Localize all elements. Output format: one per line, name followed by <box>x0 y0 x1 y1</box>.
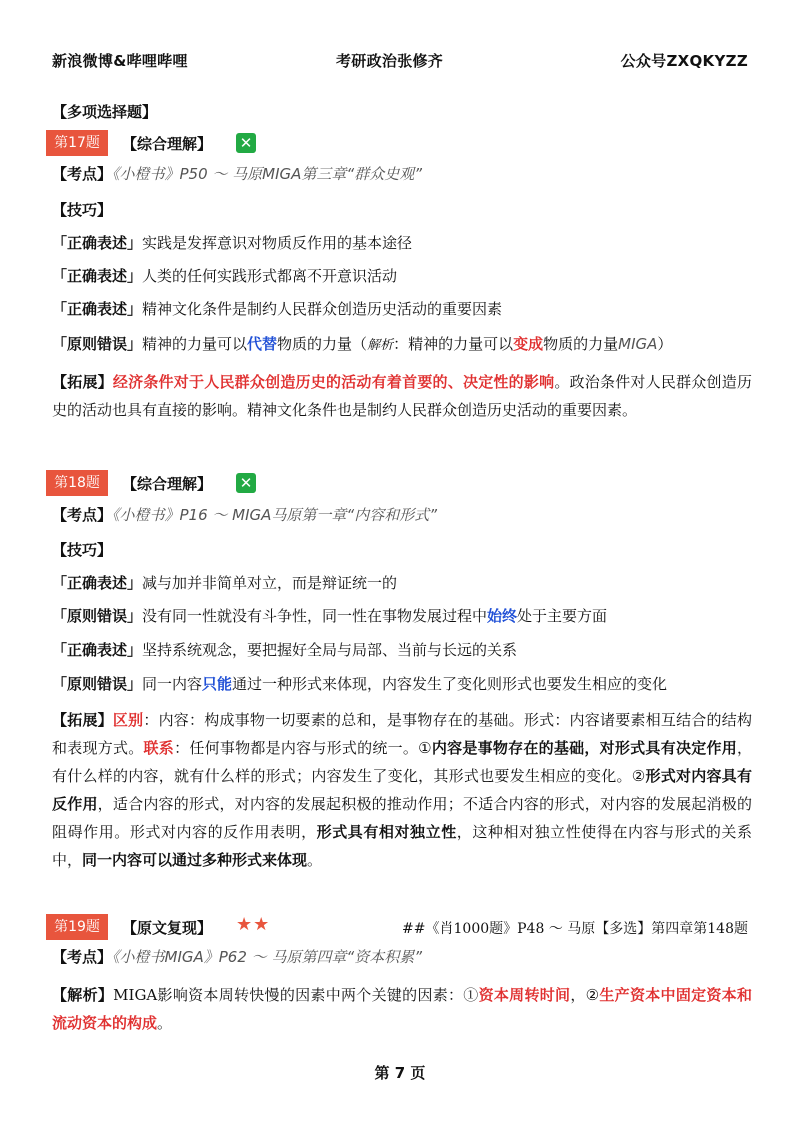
q17-s1-text: 实践是发挥意识对物质反作用的基本途径 <box>142 234 413 252</box>
q18-s2-c: 处于主要方面 <box>517 607 608 625</box>
q17-tz-highlight: 经济条件对于人民群众创造历史的活动有着首要的、决定性的影响 <box>112 373 555 391</box>
q19-kaodian-text: 《小橙书MIGA》P62 ～ 马原第四章“资本积累” <box>112 948 422 966</box>
q17-kaodian <box>52 164 422 184</box>
q19-category: 【原文复现】 <box>122 919 213 937</box>
q17-cross-icon: ✕ <box>236 133 256 153</box>
q19-kaodian <box>52 947 422 967</box>
q17-tuozhan <box>52 368 752 424</box>
q19-jiexi <box>52 981 752 1037</box>
q17-s2-label: 「正确表述」 <box>52 267 143 285</box>
q17-statement-4 <box>52 334 672 356</box>
q17-s3-label: 「正确表述」 <box>52 300 143 318</box>
q17-s4-i: ） <box>657 335 673 353</box>
q18-s4-a: 同一内容 <box>142 675 203 693</box>
q17-s4-c: 物质的力量（ <box>277 335 368 353</box>
q18-jiqiao: 【技巧】 <box>52 541 113 559</box>
q18-statement-4 <box>52 674 667 694</box>
q18-s4-label: 「原则错误」 <box>52 675 143 693</box>
q17-category: 【综合理解】 <box>122 135 213 153</box>
q18-s3-text: 坚持系统观念，要把握好全局与局部、当前与长远的关系 <box>142 641 518 659</box>
q18-tz-t11: 同一内容可以通过多种形式来体现 <box>82 851 308 869</box>
q18-kaodian-text: 《小橙书》P16 ～ MIGA马原第一章“内容和形式” <box>112 506 437 524</box>
q18-kaodian <box>52 505 437 525</box>
q17-s4-a: 精神的力量可以 <box>142 335 248 353</box>
q18-number-badge: 第18题 <box>46 470 108 496</box>
q18-tz-t5: 内容是事物存在的基础，对形式具有决定作用 <box>431 739 737 757</box>
q17-s3-text: 精神文化条件是制约人民群众创造历史活动的重要因素 <box>142 300 503 318</box>
q18-s2-keyword: 始终 <box>487 607 518 625</box>
q18-s4-keyword: 只能 <box>202 675 233 693</box>
q18-tuozhan <box>52 706 752 874</box>
q18-tz-t4: ：任何事物都是内容与形式的统一。① <box>174 739 432 757</box>
q19-stars: ★★ <box>236 914 271 935</box>
q18-tz-t8: ，适合内容的形式，对内容的发展起积极的推动作用；不适合内容的形式，对内容的发展起消极的阻碍作用。形式对内容的反作用表明， <box>52 795 752 841</box>
q18-s2-label: 「原则错误」 <box>52 607 143 625</box>
q19-number-badge: 第19题 <box>46 914 108 940</box>
q18-cross-icon: ✕ <box>236 473 256 493</box>
q18-tz-t6: ，有什么样的内容，就有什么样的形式；内容发生了变化，其形式也要发生相应的变化。② <box>52 739 752 785</box>
q18-kaodian-label: 【考点】 <box>52 506 113 524</box>
section-title: 【多项选择题】 <box>52 103 158 121</box>
q17-jiqiao: 【技巧】 <box>52 201 113 219</box>
q17-s4-keyword-2: 变成 <box>513 335 544 353</box>
q19-jx-c: ，② <box>570 986 600 1004</box>
q17-tz-rest: 。政治条件对人民群众创造历史的活动也具有直接的影响。精神文化条件也是制约人民群众创造历史活动的重要因素。 <box>52 373 752 419</box>
q17-s4-keyword-1: 代替 <box>247 335 278 353</box>
q17-s2-text: 人类的任何实践形式都离不开意识活动 <box>142 267 398 285</box>
q18-tz-t2: ：内容：构成事物一切要素的总和，是事物存在的基础。形式：内容诸要素相互结合的结构和表现方式。 <box>52 711 752 757</box>
q17-s4-miga: MIGA <box>618 335 658 353</box>
q18-s4-c: 通过一种形式来体现，内容发生了变化则形式也要发生相应的变化 <box>232 675 668 693</box>
q19-reference: ##《肖1000题》P48 ～ 马原【多选】第四章第148题 <box>402 921 748 937</box>
q19-jx-e: 。 <box>157 1014 173 1032</box>
page-number: 第 7 页 <box>374 1064 426 1082</box>
q17-statement-3 <box>52 299 502 319</box>
header-right: 公众号ZXQKYZZ <box>620 52 748 70</box>
header-left: 新浪微博&哔哩哔哩 <box>52 52 188 70</box>
q17-number-badge: 第17题 <box>46 130 108 156</box>
q19-jx-a: MIGA影响资本周转快慢的因素中两个关键的因素：① <box>113 986 479 1004</box>
q19-jx-b: 资本周转时间 <box>478 986 571 1004</box>
q19-kaodian-label: 【考点】 <box>52 948 113 966</box>
q17-tz-label: 【拓展】 <box>52 373 113 391</box>
q18-tz-t7: 形式对内容具有反作用 <box>52 767 752 813</box>
q17-kaodian-text: 《小橙书》P50 ～ 马原MIGA第三章“群众史观” <box>112 165 422 183</box>
q19-jx-d: 生产资本中固定资本和流动资本的构成 <box>52 986 752 1032</box>
q18-tz-lianxi: 联系 <box>143 739 175 757</box>
q17-s4-jiexi: 解析 <box>367 338 394 353</box>
q18-category: 【综合理解】 <box>122 475 213 493</box>
q17-kaodian-label: 【考点】 <box>52 165 113 183</box>
q17-s4-label: 「原则错误」 <box>52 335 143 353</box>
q18-statement-3 <box>52 640 517 660</box>
header-center: 考研政治张修齐 <box>336 52 444 70</box>
q17-statement-2 <box>52 266 397 286</box>
q18-s3-label: 「正确表述」 <box>52 641 143 659</box>
q17-s4-e: ：精神的力量可以 <box>393 335 514 353</box>
q17-s4-g: 物质的力量 <box>543 335 619 353</box>
q19-jx-label: 【解析】 <box>52 986 114 1004</box>
q18-s2-a: 没有同一性就没有斗争性，同一性在事物发展过程中 <box>142 607 488 625</box>
q18-statement-1 <box>52 573 397 593</box>
q18-tz-t10: ，这种相对独立性使得在内容与形式的关系中， <box>52 823 752 869</box>
q18-statement-2 <box>52 606 607 626</box>
q18-tz-label: 【拓展】 <box>52 711 113 729</box>
q18-tz-qubie: 区别 <box>112 711 144 729</box>
q18-tz-t12: 。 <box>307 851 323 869</box>
q17-statement-1 <box>52 233 412 253</box>
q18-tz-t9: 形式具有相对独立性 <box>316 823 457 841</box>
q18-s1-label: 「正确表述」 <box>52 574 143 592</box>
q18-s1-text: 减与加并非简单对立，而是辩证统一的 <box>142 574 398 592</box>
q17-s1-label: 「正确表述」 <box>52 234 143 252</box>
